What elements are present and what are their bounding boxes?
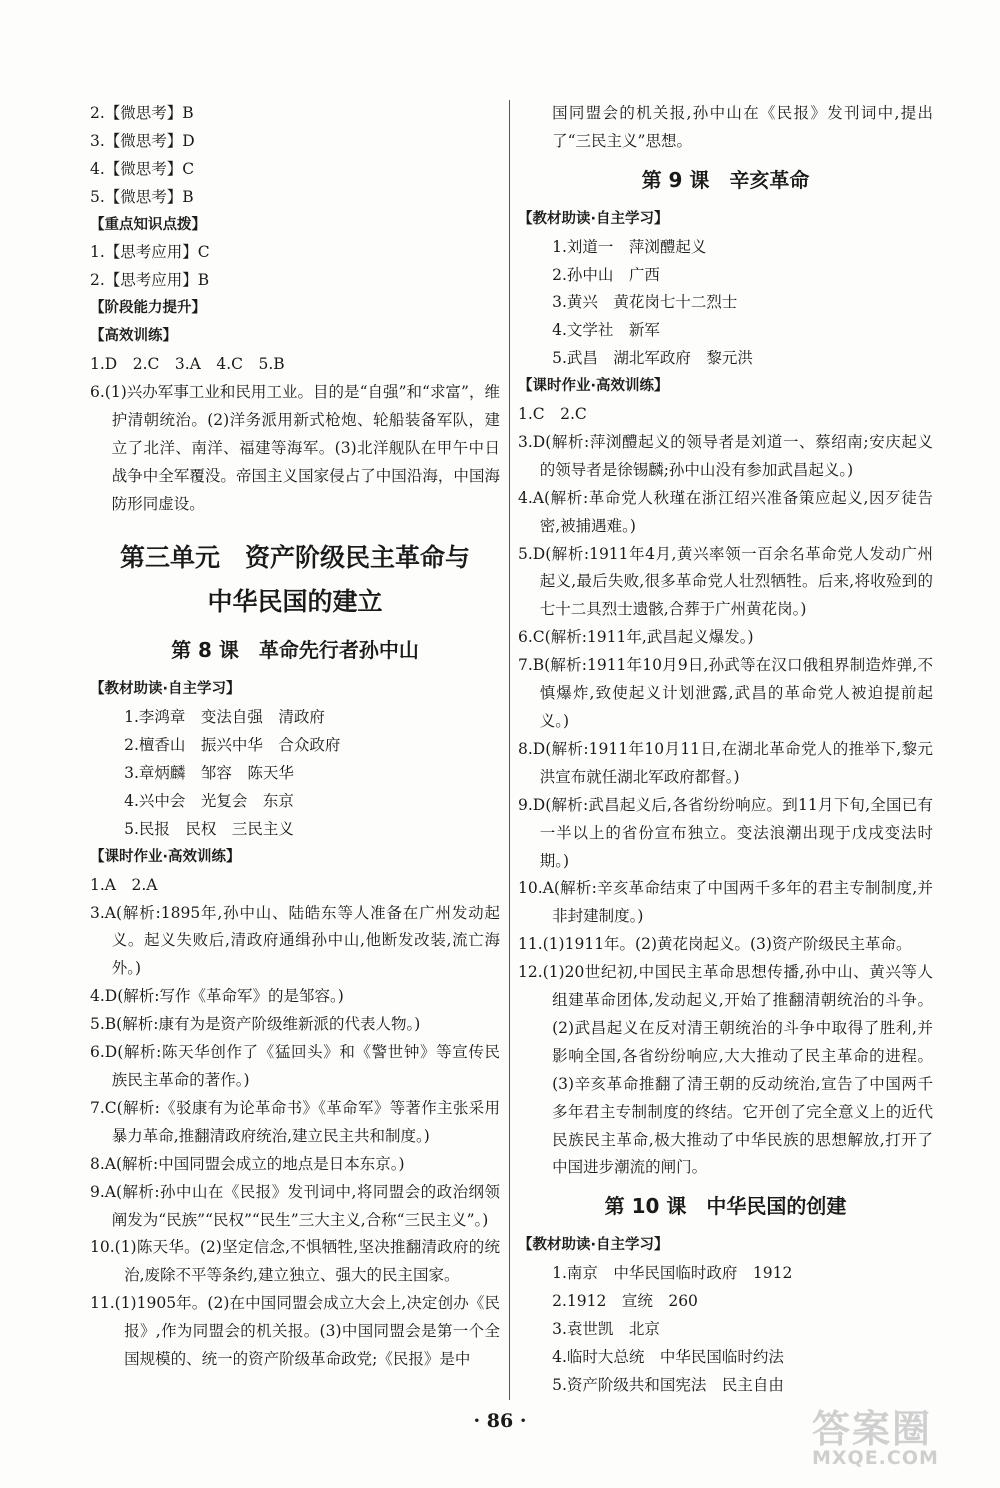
answer-paragraph: 10.(1)陈天华。(2)坚定信念,不惧牺牲,坚决推翻清政府的统治,废除不平等条约,建立独立、强大的民主国家。 (90, 1238, 500, 1285)
watermark-logo-text: 答案圈 (812, 1407, 933, 1451)
section-heading: 【课时作业·高效训练】 (518, 378, 669, 395)
study-item: 2.孙中山 广西 (552, 265, 660, 284)
study-item: 4.临时大总统 中华民国临时约法 (552, 1347, 784, 1366)
watermark-url: MXQE.COM (812, 1447, 939, 1469)
study-item: 3.袁世凯 北京 (552, 1320, 660, 1339)
answer-paragraph: 6.D(解析:陈天华创作了《猛回头》和《警世钟》等宣传民族民主革命的著作。) (90, 1043, 500, 1089)
answer-paragraph: 7.C(解析:《驳康有为论革命书》《革命军》等著作主张采用暴力革命,推翻清政府统治,建立民主共和制度。) (90, 1098, 500, 1145)
answer-paragraph: 3.D(解析:萍浏醴起义的领导者是刘道一、蔡绍南;安庆起义的领导者是徐锡麟;孙中山没有参加武昌起义。) (518, 432, 933, 479)
answer-line: 11.(1)1911年。(2)黄花岗起义。(3)资产阶级民主革命。 (518, 935, 912, 954)
section-heading: 【教材助读·自主学习】 (518, 210, 669, 227)
column-divider (509, 100, 510, 1400)
study-item: 5.民报 民权 三民主义 (124, 819, 294, 838)
left-column (90, 100, 500, 1374)
answer-paragraph: 11.(1)1905年。(2)在中国同盟会成立大会上,决定创办《民报》,作为同盟会的机关报。(3)中国同盟会是第一个全国规模的、统一的资产阶级革命政党;《民报》是中 (90, 1294, 500, 1369)
answer-line: 1.A 2.A (90, 875, 158, 894)
right-column (518, 100, 933, 1400)
answer-paragraph: 5.D(解析:1911年4月,黄兴率领一百余名革命党人发动广州起义,最后失败,很多革命党人壮烈牺牲。后来,将收殓到的七十二具烈士遗骸,合葬于广州黄花岗。) (518, 544, 933, 619)
section-heading: 【教材助读·自主学习】 (90, 681, 241, 698)
lesson-title: 第 10 课 中华民国的创建 (604, 1194, 847, 1219)
unit-title (90, 536, 500, 624)
study-item: 2.檀香山 振兴中华 合众政府 (124, 736, 341, 755)
answer-line: 3.【微思考】D (90, 131, 195, 150)
lesson-title: 第 9 课 辛亥革命 (641, 167, 810, 192)
study-item: 5.武昌 湖北军政府 黎元洪 (552, 349, 753, 368)
section-heading: 【重点知识点拨】 (90, 216, 206, 233)
answer-line: 1.【思考应用】C (90, 243, 210, 262)
answer-line: 1.D 2.C 3.A 4.C 5.B (90, 355, 285, 374)
answer-paragraph: 10.A(解析:辛亥革命结束了中国两千多年的君主专制制度,并非封建制度。) (518, 879, 933, 926)
section-heading: 【阶段能力提升】 (90, 300, 206, 317)
answer-paragraph: 9.A(解析:孙中山在《民报》发刊词中,将同盟会的政治纲领阐发为“民族”“民权”“民生”三大主义,合称“三民主义”。) (90, 1182, 500, 1229)
study-item: 3.章炳麟 邹容 陈天华 (124, 764, 294, 783)
answer-paragraph: 4.D(解析:写作《革命军》的是邹容。) (90, 987, 344, 1006)
unit-title-line: 第三单元 资产阶级民主革命与 (119, 543, 470, 573)
answer-paragraph: 5.B(解析:康有为是资产阶级维新派的代表人物。) (90, 1015, 421, 1034)
study-item: 5.资产阶级共和国宪法 民主自由 (552, 1375, 784, 1394)
lesson-title: 第 8 课 革命先行者孙中山 (171, 638, 419, 663)
study-item: 1.刘道一 萍浏醴起义 (552, 237, 707, 256)
answer-paragraph: 9.D(解析:武昌起义后,各省纷纷响应。到11月下旬,全国已有一半以上的省份宣布独立。变法浪潮出现于戊戌变法时期。) (518, 795, 933, 870)
answer-paragraph: 3.A(解析:1895年,孙中山、陆皓东等人准备在广州发动起义。起义失败后,清政府通缉孙中山,他断发改装,流亡海外。) (90, 903, 500, 978)
study-item: 4.文学社 新军 (552, 321, 660, 340)
answer-paragraph: 7.B(解析:1911年10月9日,孙武等在汉口俄租界制造炸弹,不慎爆炸,致使起义计划泄露,武昌的革命党人被迫提前起义。) (518, 656, 933, 730)
answer-line: 5.【微思考】B (90, 187, 194, 206)
answer-paragraph: 6.(1)兴办军事工业和民用工业。目的是“自强”和“求富”，维护清朝统治。(2)洋务派用新式枪炮、轮船装备军队，建立了北洋、南洋、福建等海军。(3)北洋舰队在甲午中日战争中全军覆没。帝国主义国家侵占了中国沿海，中国海防形同虚设。 (90, 382, 500, 513)
answer-line: 1.C 2.C (518, 405, 587, 424)
answer-line: 4.【微思考】C (90, 159, 195, 178)
answer-line: 2.【思考应用】B (90, 271, 210, 290)
answer-line: 2.【微思考】B (90, 104, 194, 122)
study-item: 3.黄兴 黄花岗七十二烈士 (552, 293, 738, 312)
answer-paragraph: 8.A(解析:中国同盟会成立的地点是日本东京。) (90, 1154, 405, 1173)
section-heading: 【课时作业·高效训练】 (90, 848, 241, 865)
section-heading: 【教材助读·自主学习】 (518, 1237, 669, 1254)
unit-title-line: 中华民国的建立 (207, 587, 383, 617)
answer-paragraph-continued: 国同盟会的机关报,孙中山在《民报》发刊词中,提出了“三民主义”思想。 (552, 104, 933, 150)
answer-paragraph: 4.A(解析:革命党人秋瑾在浙江绍兴准备策应起义,因歹徒告密,被捕遇难。) (518, 488, 933, 535)
section-heading: 【高效训练】 (90, 328, 177, 345)
watermark-logo (812, 1398, 992, 1478)
study-item: 1.南京 中华民国临时政府 1912 (552, 1264, 793, 1283)
answer-paragraph: 8.D(解析:1911年10月11日,在湖北革命党人的推举下,黎元洪宣布就任湖北军政府都督。) (518, 739, 933, 786)
answer-paragraph: 12.(1)20世纪初,中国民主革命思想传播,孙中山、黄兴等人组建革命团体,发动起义,开始了推翻清朝统治的斗争。(2)武昌起义在反对清王朝统治的斗争中取得了胜利,并影响全国,各省纷纷响应,大大推动了民主革命的进程。(3)辛亥革命推翻了清王朝的反动统治,宣告了中国两千多年君主专制制度的终结。它开创了完全意义上的近代民族民主革命,极大推动了中华民族的思想解放,打开了中国进步潮流的闸门。 (518, 963, 933, 1177)
page-number: · 86 · (473, 1410, 527, 1432)
study-item: 2.1912 宣统 260 (552, 1292, 698, 1311)
study-item: 1.李鸿章 变法自强 清政府 (124, 708, 325, 727)
answer-paragraph: 6.C(解析:1911年,武昌起义爆发。) (518, 628, 754, 647)
study-item: 4.兴中会 光复会 东京 (124, 792, 294, 810)
